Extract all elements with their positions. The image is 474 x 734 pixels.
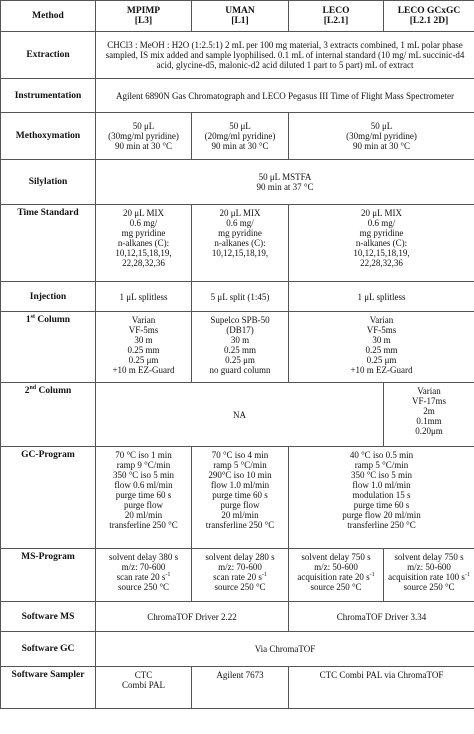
silylation-text: 50 μL MSTFA 90 min at 37 °C [96, 160, 474, 205]
row-injection [1, 282, 474, 312]
time-standard-leco: 20 μL MIX 0.6 mg/ mg pyridine n-alkanes (C): 10,12,15,18,19, 22,28,32,36 [289, 205, 474, 282]
row-second-column [1, 383, 474, 447]
row-methoxymation [1, 113, 474, 160]
software-gc-text: Via ChromaTOF [96, 632, 474, 667]
gc-program-leco: 40 °C iso 0.5 min ramp 5 °C/min 350 °C iso 5 min flow 1.0 ml/min modulation 15 s purge time 60 s purge flow 20 ml/min transferline 250 °C [289, 447, 474, 549]
header-leco: LECO [L2.1] [289, 1, 384, 32]
gc-program-uman: 70 °C iso 4 min ramp 5 °C/min 290°C iso 10 min flow 1.0 ml/min purge time 60 s purge flow 20 ml/min transferline 250 °C [192, 447, 289, 549]
row-instrumentation [1, 79, 474, 113]
extraction-text: CHCl3 : MeOH : H2O (1:2.5:1) 2 mL per 100 mg material, 3 extracts combined, 1 mL polar phase sampled, IS mix added and sample lyophilised. 0.1 mL of internal standard (10 mg/ mL succinic-d4 acid, glycine-d5, malonic-d2 acid diluted 1 part to 5 part) mL of extract [96, 32, 474, 79]
label-silylation: Silylation [1, 160, 96, 205]
label-software-gc: Software GC [1, 632, 96, 667]
label-injection: Injection [1, 282, 96, 312]
row-extraction [1, 32, 474, 79]
label-second-column: 2nd Column [1, 383, 96, 447]
ms-program-uman: solvent delay 280 s m/z: 70-600 scan rate 20 $s^{-1}$ source 250 °C [192, 549, 289, 602]
gc-program-mpimp: 70 °C iso 1 min ramp 9 °C/min 350 °C iso 5 min flow 0.6 ml/min purge time 60 s purge flow 20 ml/min transferline 250 °C [96, 447, 192, 549]
time-standard-mpimp: 20 μL MIX 0.6 mg/ mg pyridine n-alkanes (C): 10,12,15,18,19, 22,28,32,36 [96, 205, 192, 282]
label-time-standard: Time Standard [1, 205, 96, 282]
methoxymation-uman: 50 μL (20mg/ml pyridine) 90 min at 30 °C [192, 113, 289, 160]
methoxymation-leco: 50 μL (30mg/ml pyridine) 90 min at 30 °C [289, 113, 474, 160]
software-ms-mpimp-uman: ChromaTOF Driver 2.22 [96, 602, 289, 632]
ms-program-leco-gcxgc: solvent delay 750 s m/z: 50-600 acquisition rate 100 $s^{-1}$ source 250 °C [384, 549, 474, 602]
first-column-leco: Varian VF-5ms 30 m 0.25 mm 0.25 μm +10 m EZ-Guard [289, 312, 474, 383]
header-leco-gcxgc: LECO GCxGC [L2.1 2D] [384, 1, 474, 32]
software-sampler-leco: CTC Combi PAL via ChromaTOF [289, 667, 474, 709]
first-column-mpimp: Varian VF-5ms 30 m 0.25 mm 0.25 μm +10 m EZ-Guard [96, 312, 192, 383]
first-column-uman: Supelco SPB-50 (DB17) 30 m 0.25 mm 0.25 μm no guard column [192, 312, 289, 383]
injection-leco: 1 μL splitless [289, 282, 474, 312]
instrumentation-text: Agilent 6890N Gas Chromatograph and LECO Pegasus III Time of Flight Mass Spectrometer [96, 79, 474, 113]
header-method: Method [1, 1, 96, 32]
ms-program-leco: solvent delay 750 s m/z: 50-600 acquisition rate 20 $s^{-1}$ source 250 °C [289, 549, 384, 602]
header-mpimp: MPIMP [L3] [96, 1, 192, 32]
time-standard-uman: 20 μL MIX 0.6 mg/ mg pyridine n-alkanes (C): 10,12,15,18,19, [192, 205, 289, 282]
label-methoxymation: Methoxymation [1, 113, 96, 160]
label-first-column: 1st Column [1, 312, 96, 383]
label-gc-program: GC-Program [1, 447, 96, 549]
software-sampler-uman: Agilent 7673 [192, 667, 289, 709]
label-ms-program: MS-Program [1, 549, 96, 602]
software-ms-leco: ChromaTOF Driver 3.34 [289, 602, 474, 632]
label-instrumentation: Instrumentation [1, 79, 96, 113]
row-gc-program [1, 447, 474, 549]
second-column-leco-gcxgc: Varian VF-17ms 2m 0.1mm 0.20μm [384, 383, 474, 447]
row-software-ms [1, 602, 474, 632]
row-software-sampler [1, 667, 474, 709]
row-first-column [1, 312, 474, 383]
second-column-na: NA [96, 383, 384, 447]
label-software-ms: Software MS [1, 602, 96, 632]
header-row [1, 1, 474, 32]
row-silylation [1, 160, 474, 205]
methoxymation-mpimp: 50 μL (30mg/ml pyridine) 90 min at 30 °C [96, 113, 192, 160]
label-extraction: Extraction [1, 32, 96, 79]
label-software-sampler: Software Sampler [1, 667, 96, 709]
injection-mpimp: 1 μL splitless [96, 282, 192, 312]
row-time-standard [1, 205, 474, 282]
injection-uman: 5 μL split (1:45) [192, 282, 289, 312]
row-ms-program [1, 549, 474, 602]
ms-program-mpimp: solvent delay 380 s m/z: 70-600 scan rate 20 $s^{-1}$ source 250 °C [96, 549, 192, 602]
software-sampler-mpimp: CTC Combi PAL [96, 667, 192, 709]
row-software-gc [1, 632, 474, 667]
header-uman: UMAN [L1] [192, 1, 289, 32]
